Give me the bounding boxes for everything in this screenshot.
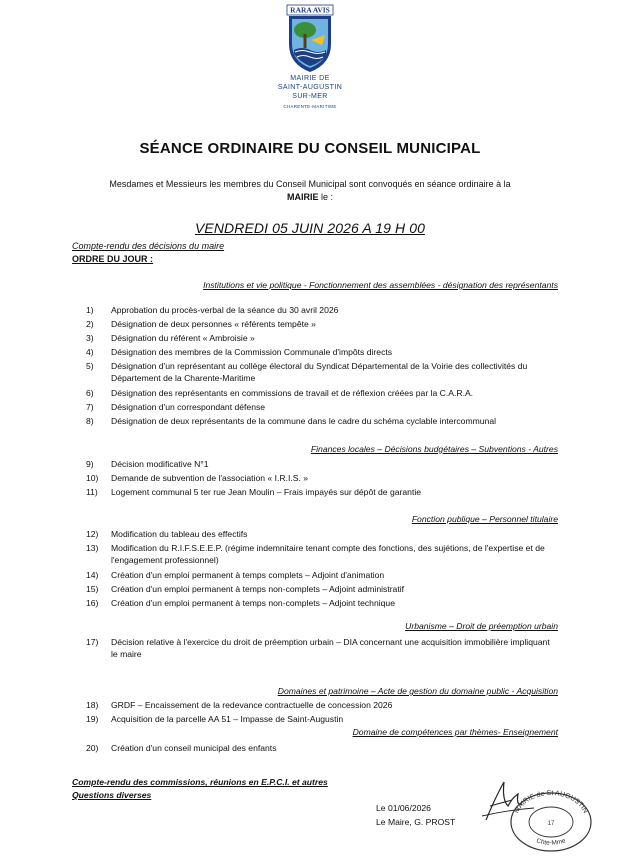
- agenda-item: [86, 597, 556, 609]
- agenda-item-text: Désignation des membres de la Commission Communale d'impôts directs: [111, 347, 393, 357]
- agenda-item-number: 4): [86, 347, 94, 357]
- agenda-item-number: 11): [86, 487, 98, 497]
- agenda-item: [86, 569, 556, 581]
- document-title: SÉANCE ORDINAIRE DU CONSEIL MUNICIPAL: [139, 140, 481, 157]
- agenda-item: [86, 332, 556, 344]
- agenda-item-text: Désignation d'un correspondant défense: [111, 402, 266, 412]
- intro-suffix: le :: [318, 192, 333, 202]
- logo-banner: RARA AVIS: [290, 5, 330, 15]
- agenda-item: [86, 360, 556, 384]
- agenda-item-number: 6): [86, 388, 94, 398]
- agenda-item-text: Acquisition de la parcelle AA 51 – Impasse de Saint-Augustin: [111, 714, 344, 724]
- agenda-item: [86, 713, 556, 725]
- agenda-item-text: Désignation de deux représentants de la commune dans le cadre du schéma cyclable intercommunal: [111, 416, 497, 426]
- agenda-item-number: 1): [86, 305, 94, 315]
- agenda-item-text: Création d'un emploi permanent à temps non-complets – Adjoint administratif: [111, 584, 405, 594]
- agenda-item-number: 17): [86, 637, 99, 647]
- logo-mairie-line3: SUR-MER: [292, 93, 328, 100]
- section-heading: Fonction publique – Personnel titulaire: [411, 514, 558, 524]
- section-heading: Domaines et patrimoine – Acte de gestion du domaine public - Acquisition: [277, 686, 558, 696]
- mairie-stamp-icon: [508, 788, 594, 852]
- agenda-item: [86, 636, 556, 660]
- intro-place: MAIRIE: [286, 192, 319, 202]
- section-heading: Urbanisme – Droit de préemption urbain: [405, 621, 558, 631]
- svg-text:MAIRIE de St AUGUSTIN: [513, 790, 588, 815]
- agenda-item-number: 19): [86, 714, 99, 724]
- agenda-item-text: Désignation des représentants en commissions de travail et de réflexion créées par la C.A.R.A.: [111, 388, 474, 398]
- town-logo: [268, 4, 352, 114]
- logo-mairie-line2: SAINT-AUGUSTIN: [277, 84, 343, 91]
- agenda-item-number: 5): [86, 361, 94, 371]
- agenda-item-text: Création d'un emploi permanent à temps complets – Adjoint d'animation: [111, 570, 385, 580]
- agenda-item-text: Décision relative à l'exercice du droit de préemption urbain – DIA concernant une acquisition immobilière impliquant le maire: [111, 637, 550, 659]
- coat-of-arms-icon: [285, 4, 335, 74]
- agenda-item-number: 12): [86, 529, 99, 539]
- stamp-bottom-text: Chte-Mme: [535, 837, 567, 847]
- agenda-item-text: Décision modificative N°1: [111, 459, 209, 469]
- agenda-item-text: Logement communal 5 ter rue Jean Moulin – Frais impayés sur dépôt de garantie: [111, 487, 422, 497]
- section-heading: Domaine de compétences par thèmes- Enseignement: [352, 727, 558, 737]
- agenda-item-text: GRDF – Encaissement de la redevance contractuelle de concession 2026: [111, 700, 393, 710]
- agenda-item-text: Désignation d'un représentant au collège électoral du Syndicat Départemental de la Voirie des collectivités du Département de la Charente-Maritime: [111, 361, 528, 383]
- agenda-item-text: Modification du tableau des effectifs: [111, 529, 248, 539]
- agenda-item: [86, 742, 556, 754]
- section-heading: Institutions et vie politique - Fonctionnement des assemblées - désignation des représentants: [203, 280, 558, 290]
- agenda-item-number: 2): [86, 319, 94, 329]
- agenda-item-number: 9): [86, 459, 94, 469]
- agenda-item-number: 15): [86, 584, 99, 594]
- agenda-item-number: 16): [86, 598, 99, 608]
- agenda-item: [86, 458, 556, 470]
- logo-mairie-line1: MAIRIE DE: [290, 75, 330, 82]
- agenda-item-text: Création d'un conseil municipal des enfants: [111, 743, 277, 753]
- agenda-item: [86, 528, 556, 540]
- stamp-top-text: MAIRIE de St AUGUSTIN: [513, 789, 589, 815]
- agenda-item-number: 3): [86, 333, 94, 343]
- agenda-item-text: Modification du R.I.F.S.E.E.P. (régime indemnitaire tenant compte des fonctions, des sujétions, de l'expertise et de l'engagement professionnel): [111, 543, 545, 565]
- stamp-code: 17: [547, 821, 555, 827]
- agenda-item-number: 14): [86, 570, 99, 580]
- agenda-item: [86, 304, 556, 316]
- svg-text:Chte-Mme: [535, 837, 567, 846]
- ordre-du-jour-heading: ORDRE DU JOUR :: [72, 254, 154, 264]
- agenda-item-number: 8): [86, 416, 94, 426]
- agenda-item: [86, 401, 556, 413]
- compte-rendu-decisions: Compte-rendu des décisions du maire: [72, 241, 225, 251]
- agenda-item: [86, 318, 556, 330]
- logo-department: CHARENTE-MARITIME: [283, 104, 337, 109]
- agenda-item-text: Approbation du procès-verbal de la séance du 30 avril 2026: [111, 305, 339, 315]
- agenda-item: [86, 387, 556, 399]
- agenda-item: [86, 583, 556, 595]
- signature-date: Le 01/06/2026: [376, 803, 431, 813]
- questions-diverses: Questions diverses: [72, 790, 152, 800]
- agenda-item-number: 18): [86, 700, 99, 710]
- signatory-name: Le Maire, G. PROST: [376, 817, 456, 827]
- agenda-item-text: Demande de subvention de l'association « I.R.I.S. »: [111, 473, 309, 483]
- agenda-item-text: Création d'un emploi permanent à temps non-complets – Adjoint technique: [111, 598, 395, 608]
- agenda-item: [86, 415, 556, 427]
- agenda-item: [86, 472, 556, 484]
- agenda-item-text: Désignation du référent « Ambroisie »: [111, 333, 255, 343]
- agenda-item: [86, 699, 556, 711]
- agenda-item-number: 20): [86, 743, 99, 753]
- agenda-item: [86, 346, 556, 358]
- compte-rendu-commissions: Compte-rendu des commissions, réunions en E.P.C.I. et autres: [72, 777, 328, 787]
- intro-paragraph: [60, 178, 560, 204]
- intro-text: Mesdames et Messieurs les membres du Conseil Municipal sont convoqués en séance ordinaire à la: [109, 179, 511, 189]
- agenda-item-number: 13): [86, 543, 99, 553]
- section-heading: Finances locales – Décisions budgétaires – Subventions - Autres: [310, 444, 558, 454]
- meeting-date: VENDREDI 05 JUIN 2026 A 19 H 00: [194, 220, 426, 236]
- agenda-item: [86, 542, 556, 566]
- agenda-item-number: 10): [86, 473, 99, 483]
- agenda-item: [86, 486, 556, 498]
- agenda-item-number: 7): [86, 402, 94, 412]
- agenda-item-text: Désignation de deux personnes « référents tempête »: [111, 319, 316, 329]
